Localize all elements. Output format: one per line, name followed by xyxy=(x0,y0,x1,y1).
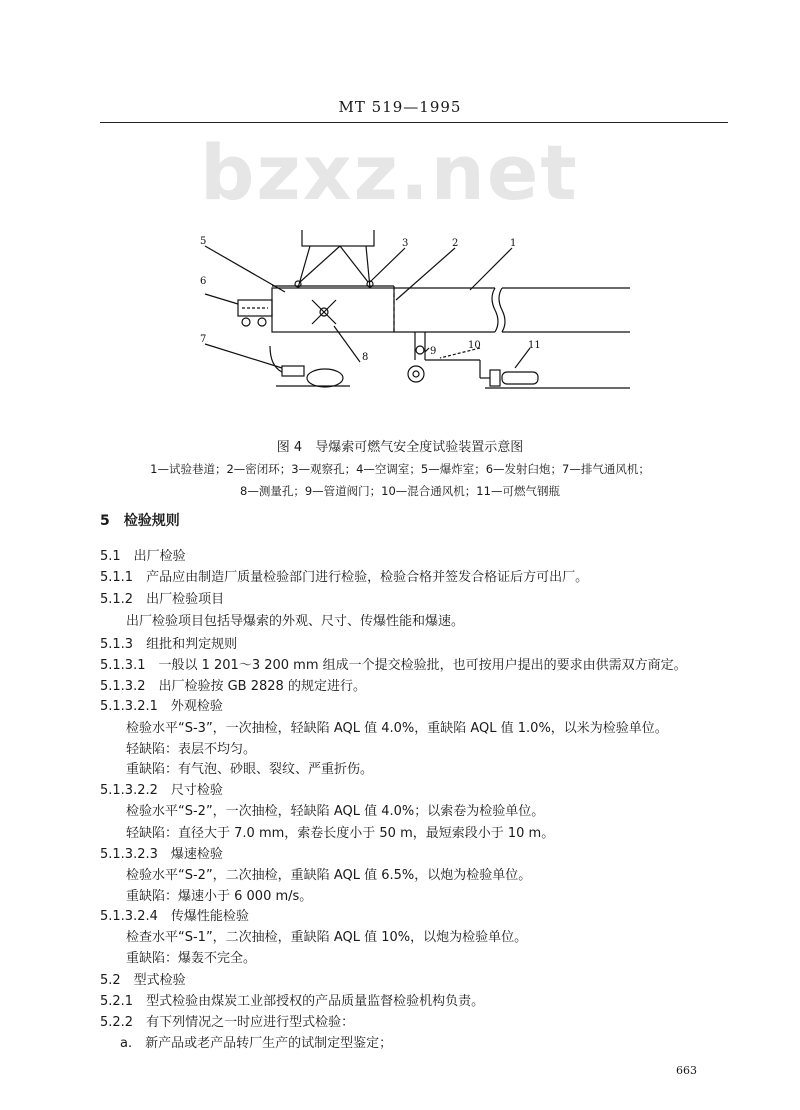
body-paragraph: 检验水平“S-2”，二次抽检，重缺陷 AQL 值 6.5%，以炮为检验单位。 xyxy=(126,868,532,883)
explosion-chamber xyxy=(272,288,394,332)
body-paragraph: 5.1.3.2.3 爆速检验 xyxy=(100,847,223,862)
watermark: bzxz.net xyxy=(200,128,579,217)
document-header: MT 519—1995 xyxy=(338,98,462,116)
part-label-8: 8 xyxy=(362,352,369,363)
part-label-9: 9 xyxy=(430,346,437,357)
body-paragraph: 5.2 型式检验 xyxy=(100,973,186,988)
body-paragraph: a. 新产品或老产品转厂生产的试制定型鉴定； xyxy=(120,1036,393,1051)
body-paragraph: 轻缺陷：直径大于 7.0 mm，索卷长度小于 50 m，最短索段小于 10 m。 xyxy=(126,826,555,841)
body-paragraph: 检验水平“S-2”，一次抽检，轻缺陷 AQL 值 4.0%；以索卷为检验单位。 xyxy=(126,804,545,819)
part-label-1: 1 xyxy=(510,238,517,249)
body-paragraph: 5.1.3 组批和判定规则 xyxy=(100,637,238,652)
page-number: 663 xyxy=(676,1064,697,1077)
body-paragraph: 重缺陷：爆轰不完全。 xyxy=(126,951,257,966)
figure-caption: 图 4 导爆索可燃气安全度试验装置示意图 xyxy=(276,440,524,455)
body-paragraph: 轻缺陷：表层不均匀。 xyxy=(126,742,257,757)
apparatus-diagram xyxy=(190,230,660,430)
part-label-5: 5 xyxy=(200,236,207,247)
part-label-2: 2 xyxy=(452,238,459,249)
header-rule xyxy=(100,122,728,123)
body-paragraph: 检查水平“S-1”，二次抽检，重缺陷 AQL 值 10%，以炮为检验单位。 xyxy=(126,930,528,945)
body-paragraph: 5.1.3.1 一般以 1 201～3 200 mm 组成一个提交检验批，也可按用户提出的要求由供需双方商定。 xyxy=(100,658,687,673)
body-paragraph: 检验水平“S-3”，一次抽检，轻缺陷 AQL 值 4.0%，重缺陷 AQL 值 1.0%，以米为检验单位。 xyxy=(126,721,668,736)
part-label-7: 7 xyxy=(200,334,207,345)
figure-legend-line-2: 8—测量孔；9—管道阀门；10—混合通风机；11—可燃气钢瓶 xyxy=(240,484,560,498)
body-paragraph: 5.2.2 有下列情况之一时应进行型式检验： xyxy=(100,1015,355,1030)
body-paragraph: 5.1.2 出厂检验项目 xyxy=(100,592,225,607)
body-paragraph: 5.1.3.2.2 尺寸检验 xyxy=(100,783,223,798)
section-heading: 5 检验规则 xyxy=(100,513,180,529)
part-label-3: 3 xyxy=(402,238,409,249)
body-paragraph: 5.1.3.2 出厂检验按 GB 2828 的规定进行。 xyxy=(100,679,366,694)
body-paragraph: 5.1.1 产品应由制造厂质量检验部门进行检验，检验合格并签发合格证后方可出厂。 xyxy=(100,570,589,585)
body-paragraph: 5.2.1 型式检验由煤炭工业部授权的产品质量监督检验机构负责。 xyxy=(100,994,485,1009)
part-label-6: 6 xyxy=(200,276,207,287)
body-paragraph: 重缺陷：爆速小于 6 000 m/s。 xyxy=(126,889,313,904)
body-paragraph: 5.1.3.2.4 传爆性能检验 xyxy=(100,909,249,924)
figure-legend-line-1: 1—试验巷道；2—密闭环；3—观察孔；4—空调室；5—爆炸室；6—发射臼炮；7—排气通风机； xyxy=(150,462,650,476)
body-paragraph: 5.1.3.2.1 外观检验 xyxy=(100,699,223,714)
body-paragraph: 重缺陷：有气泡、砂眼、裂纹、严重折伤。 xyxy=(126,762,374,777)
body-paragraph: 出厂检验项目包括导爆索的外观、尺寸、传爆性能和爆速。 xyxy=(126,614,465,629)
air-conditioning-room xyxy=(302,230,374,246)
part-label-11: 11 xyxy=(528,340,541,351)
part-label-10: 10 xyxy=(468,340,481,351)
body-paragraph: 5.1 出厂检验 xyxy=(100,549,186,564)
